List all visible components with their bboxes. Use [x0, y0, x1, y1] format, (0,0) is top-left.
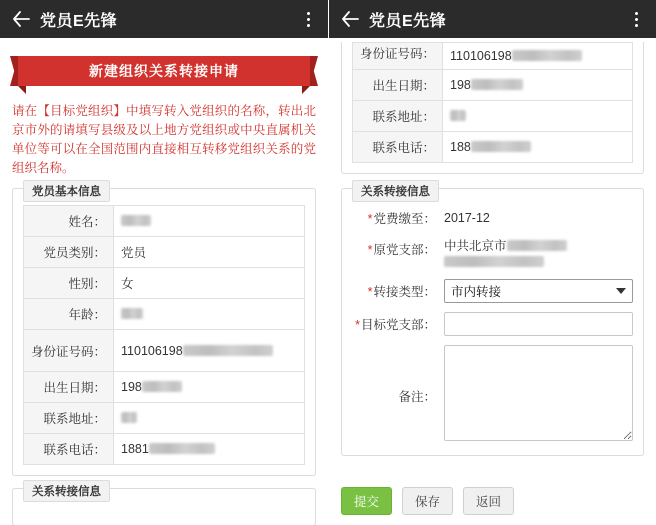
- basic-info-table: [23, 205, 305, 465]
- redacted-value: [121, 215, 151, 226]
- row-label: 出生日期：: [353, 70, 443, 101]
- transfer-info-title: 关系转接信息: [23, 480, 110, 502]
- submit-button[interactable]: 提交: [341, 487, 392, 515]
- origin-branch-row: [352, 238, 633, 270]
- transfer-type-selected: 市内转接: [451, 285, 502, 299]
- left-app-bar: [0, 0, 328, 38]
- basic-info-table-continued: [352, 42, 633, 163]
- basic-info-title: 党员基本信息: [23, 180, 110, 202]
- basic-info-section: [12, 188, 316, 476]
- row-label: 年龄：: [24, 299, 114, 330]
- table-row: [24, 299, 305, 330]
- row-label: 联系电话：: [24, 434, 114, 465]
- table-row: [24, 268, 305, 299]
- table-row: [24, 330, 305, 372]
- target-branch-row: [352, 312, 633, 336]
- table-row: [353, 101, 633, 132]
- right-app-bar: [329, 0, 656, 38]
- table-row: [24, 372, 305, 403]
- row-label: 姓名：: [24, 206, 114, 237]
- required-marker: *: [355, 318, 360, 332]
- row-value: 党员: [114, 237, 305, 268]
- row-value: 198: [114, 372, 305, 403]
- right-content: [329, 38, 656, 456]
- row-value: [443, 101, 633, 132]
- row-label: 联系地址：: [24, 403, 114, 434]
- redacted-value: [142, 381, 182, 392]
- target-branch-input[interactable]: [444, 312, 633, 336]
- row-label: 党员类别：: [24, 237, 114, 268]
- table-row: [24, 206, 305, 237]
- page-title: 党员E先锋: [40, 12, 118, 30]
- panel-divider: [328, 0, 329, 525]
- notice-text: 请在【目标党组织】中填写转入党组织的名称，转出北京市外的请填写县级及以上地方党组织或中央直属机关单位等可以在全国范围内直接相互转移党组织关系的党组织名称。: [12, 104, 316, 175]
- right-screen: [328, 0, 656, 525]
- redacted-value: [512, 50, 582, 61]
- row-label: 联系地址：: [353, 101, 443, 132]
- table-row: [353, 132, 633, 163]
- row-label: 性别：: [24, 268, 114, 299]
- row-label: 联系电话：: [353, 132, 443, 163]
- transfer-type-label: *转接类型：: [367, 285, 436, 299]
- save-button[interactable]: 保存: [402, 487, 453, 515]
- redacted-value: [471, 141, 531, 152]
- left-content: [0, 38, 328, 525]
- row-value: [114, 206, 305, 237]
- transfer-info-section-partial: [12, 488, 316, 525]
- banner: [10, 50, 318, 96]
- row-value: 110106198: [114, 330, 305, 372]
- fee-paid-until-label: *党费缴至：: [367, 212, 436, 226]
- fee-paid-until-row: [352, 207, 633, 229]
- table-row: [353, 43, 633, 70]
- origin-branch-label: *原党支部：: [367, 243, 436, 257]
- row-value: 110106198: [443, 43, 633, 70]
- overflow-menu-icon[interactable]: [298, 8, 318, 30]
- row-value: [114, 299, 305, 330]
- page-title: 党员E先锋: [369, 12, 447, 30]
- table-row: [24, 434, 305, 465]
- transfer-info-section: [341, 188, 644, 456]
- origin-branch-value: 中共北京市: [444, 238, 633, 270]
- remark-textarea[interactable]: [444, 345, 633, 441]
- row-value: 1881: [114, 434, 305, 465]
- fee-paid-until-value: 2017-12: [444, 211, 490, 225]
- back-icon[interactable]: [339, 8, 361, 30]
- required-marker: *: [367, 243, 373, 257]
- basic-info-section-continued: [341, 42, 644, 174]
- banner-title: 新建组织关系转接申请: [18, 56, 310, 86]
- remark-label: 备注：: [398, 390, 436, 404]
- back-button[interactable]: 返回: [463, 487, 514, 515]
- transfer-type-row: [352, 279, 633, 303]
- redacted-value: [183, 345, 273, 356]
- table-row: [353, 70, 633, 101]
- overflow-menu-icon[interactable]: [626, 8, 646, 30]
- transfer-info-title: 关系转接信息: [352, 180, 439, 202]
- row-label: 出生日期：: [24, 372, 114, 403]
- redacted-value: [471, 79, 523, 90]
- row-value: 女: [114, 268, 305, 299]
- redacted-value: [121, 308, 143, 319]
- row-value: 198: [443, 70, 633, 101]
- remark-row: [352, 345, 633, 441]
- chevron-down-icon: [616, 288, 626, 294]
- row-value: [114, 403, 305, 434]
- redacted-value: [149, 443, 215, 454]
- back-icon[interactable]: [10, 8, 32, 30]
- table-row: [24, 237, 305, 268]
- ribbon-right-fold: [302, 86, 310, 94]
- row-value: 188: [443, 132, 633, 163]
- row-label: 身份证号码：: [353, 43, 443, 70]
- required-marker: *: [367, 285, 373, 299]
- redacted-value: [507, 240, 567, 251]
- table-row: [24, 403, 305, 434]
- target-branch-label: *目标党支部：: [355, 318, 436, 332]
- ribbon-left-fold: [18, 86, 26, 94]
- redacted-value: [450, 110, 466, 121]
- row-label: 身份证号码：: [24, 330, 114, 372]
- required-marker: *: [367, 212, 373, 226]
- redacted-value: [121, 412, 137, 423]
- transfer-type-select[interactable]: [444, 279, 633, 303]
- redacted-value: [444, 256, 544, 267]
- action-buttons: [341, 487, 514, 515]
